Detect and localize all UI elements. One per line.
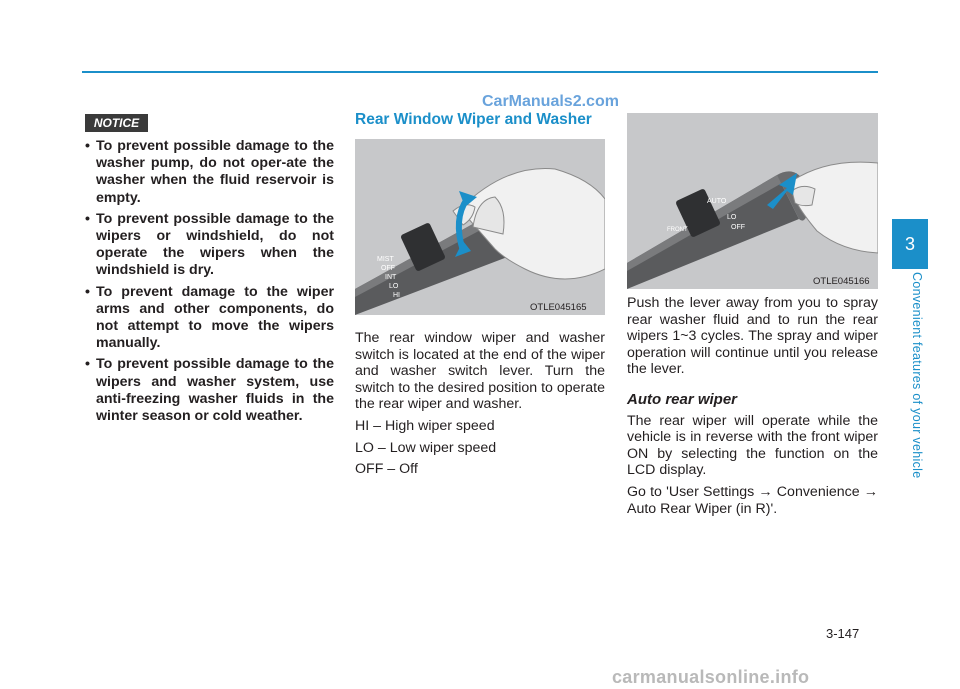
figure-code: OTLE045165	[530, 302, 587, 313]
notice-item: • To prevent possible damage to the wipers or windshield, do not operate the wipers when the windshield is dry.	[85, 210, 334, 279]
section-title: Rear Window Wiper and Washer	[355, 111, 592, 128]
notice-item: • To prevent possible damage to the washer pump, do not oper-ate the washer when the fluid reservoir is empty.	[85, 138, 334, 206]
chapter-title: Convenient features of your vehicle	[910, 272, 924, 479]
notice-item: • To prevent damage to the wiper arms and other components, do not attempt to move the wipers manually.	[85, 283, 334, 352]
page-number: 3-147	[826, 626, 860, 641]
notice-item: • To prevent possible damage to the wipers and washer system, use anti-freezing washer fluids in the winter season or cold weather.	[85, 356, 334, 425]
watermark-top: CarManuals2.com	[482, 93, 619, 110]
notice-list	[82, 138, 334, 429]
svg-text:LO: LO	[727, 214, 737, 221]
svg-text:MIST: MIST	[377, 256, 394, 263]
svg-text:INT: INT	[385, 274, 397, 281]
rear-wiper-description: The rear window wiper and washer switch is located at the end of the wiper and washer switch lever. Turn the switch to the desired position to operate the rear wiper and washer. HI – High wiper speed LO – Low wiper speed OFF – Off	[355, 330, 606, 478]
figure-rear-wiper-switch	[355, 139, 605, 315]
svg-text:OFF: OFF	[731, 224, 745, 231]
notice-label: NOTICE	[85, 114, 148, 132]
auto-rear-wiper-title: Auto rear wiper	[627, 390, 738, 408]
svg-text:OFF: OFF	[381, 265, 395, 272]
svg-text:LO: LO	[389, 283, 399, 290]
rear-washer-description: Push the lever away from you to spray rear washer fluid and to run the rear wipers 1~3 cycles. The spray and wiper operation will continue until you release the lever. Auto rear wiper The rear wiper will operate while the vehicle is in reverse with the front wiper ON by selecting the function on the LCD display. Go to 'User Settings → Convenience → Auto Rear Wiper (in R)'.	[627, 295, 878, 517]
watermark-bottom: carmanualsonline.info	[612, 667, 810, 687]
figure-code: OTLE045166	[813, 276, 870, 287]
wiper-lever-illustration-2	[627, 113, 878, 289]
figure-rear-washer-push	[627, 113, 878, 289]
wiper-lever-illustration-1	[355, 139, 605, 315]
svg-text:FRONT: FRONT	[667, 227, 688, 233]
chapter-number-tab: 3	[892, 219, 928, 269]
svg-text:HI: HI	[393, 292, 400, 299]
top-rule	[82, 71, 878, 73]
svg-text:AUTO: AUTO	[707, 198, 727, 205]
